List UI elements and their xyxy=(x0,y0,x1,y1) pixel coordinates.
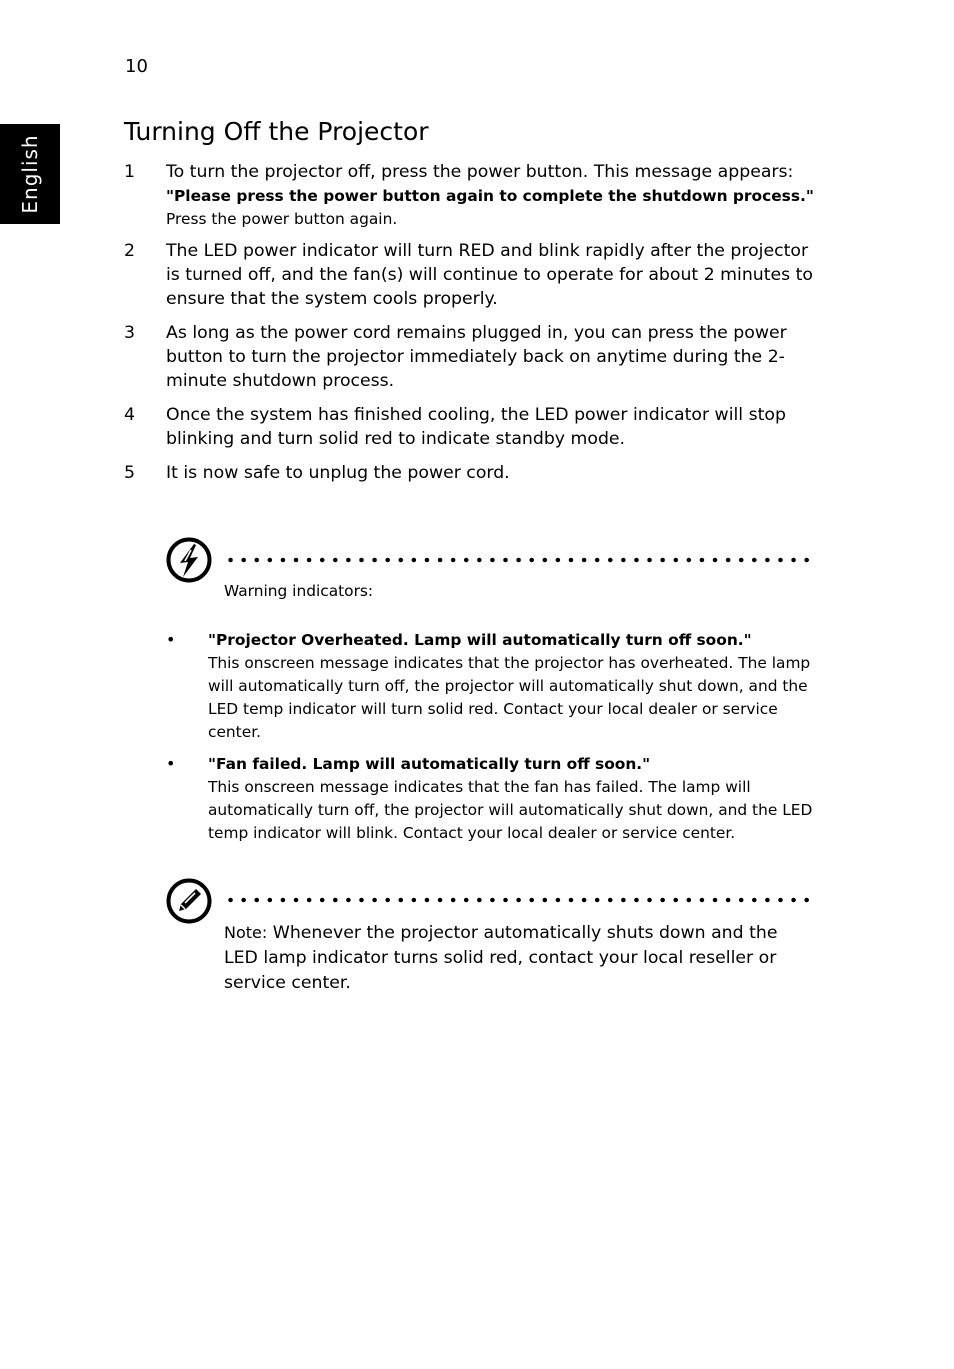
note-label: Note: xyxy=(224,923,268,942)
list-item xyxy=(124,321,814,393)
step-number: 4 xyxy=(124,405,135,425)
warning-list xyxy=(166,628,814,853)
list-item xyxy=(124,403,814,451)
step-text: Once the system has finished cooling, the LED power indicator will stop blinking and turn solid red to indicate standby mode. xyxy=(166,405,786,449)
step-number: 2 xyxy=(124,241,135,261)
step-quote: "Please press the power button again to complete the shutdown process." xyxy=(166,187,814,205)
bullet-icon: • xyxy=(166,630,176,649)
step-number: 5 xyxy=(124,463,135,483)
list-item xyxy=(166,752,814,845)
list-item xyxy=(166,628,814,744)
warning-label: Warning indicators: xyxy=(224,582,374,600)
warning-message: "Fan failed. Lamp will automatically turn off soon." xyxy=(208,755,651,773)
list-item xyxy=(124,461,814,485)
warning-description: This onscreen message indicates that the fan has failed. The lamp will automatically turn off, the projector will automatically shut down, and the LED temp indicator will blink. Contact your local dealer or service center. xyxy=(208,778,813,842)
step-text: As long as the power cord remains plugged in, you can press the power button to turn the projector immediately back on anytime during the 2-minute shutdown process. xyxy=(166,323,787,391)
step-text: To turn the projector off, press the power button. This message appears: xyxy=(166,162,794,182)
step-text: It is now safe to unplug the power cord. xyxy=(166,463,510,483)
note-text-block xyxy=(224,920,804,996)
divider-dots xyxy=(224,897,810,903)
page-title: Turning Off the Projector xyxy=(124,117,429,146)
step-number: 1 xyxy=(124,162,135,182)
note-text: Whenever the projector automatically shuts down and the LED lamp indicator turns solid red, contact your local reseller or service center. xyxy=(224,923,778,993)
bullet-icon: • xyxy=(166,754,176,773)
divider-dots xyxy=(224,557,810,563)
steps-list xyxy=(124,160,814,495)
language-tab-label: English xyxy=(18,134,42,214)
step-text: The LED power indicator will turn RED and blink rapidly after the projector is turned off, and the fan(s) will continue to operate for about 2 minutes to ensure that the system cools properly. xyxy=(166,241,813,309)
step-subtext: Press the power button again. xyxy=(166,210,398,228)
list-item xyxy=(124,160,814,230)
page-number: 10 xyxy=(125,56,148,77)
step-number: 3 xyxy=(124,323,135,343)
note-pencil-icon xyxy=(166,878,212,924)
list-item xyxy=(124,239,814,311)
warning-message: "Projector Overheated. Lamp will automatically turn off soon." xyxy=(208,631,752,649)
warning-description: This onscreen message indicates that the projector has overheated. The lamp will automatically turn off, the projector will automatically shut down, and the LED temp indicator will turn solid red. Contact your local dealer or service center. xyxy=(208,654,811,741)
warning-lightning-icon xyxy=(166,537,212,583)
language-tab xyxy=(0,124,60,224)
